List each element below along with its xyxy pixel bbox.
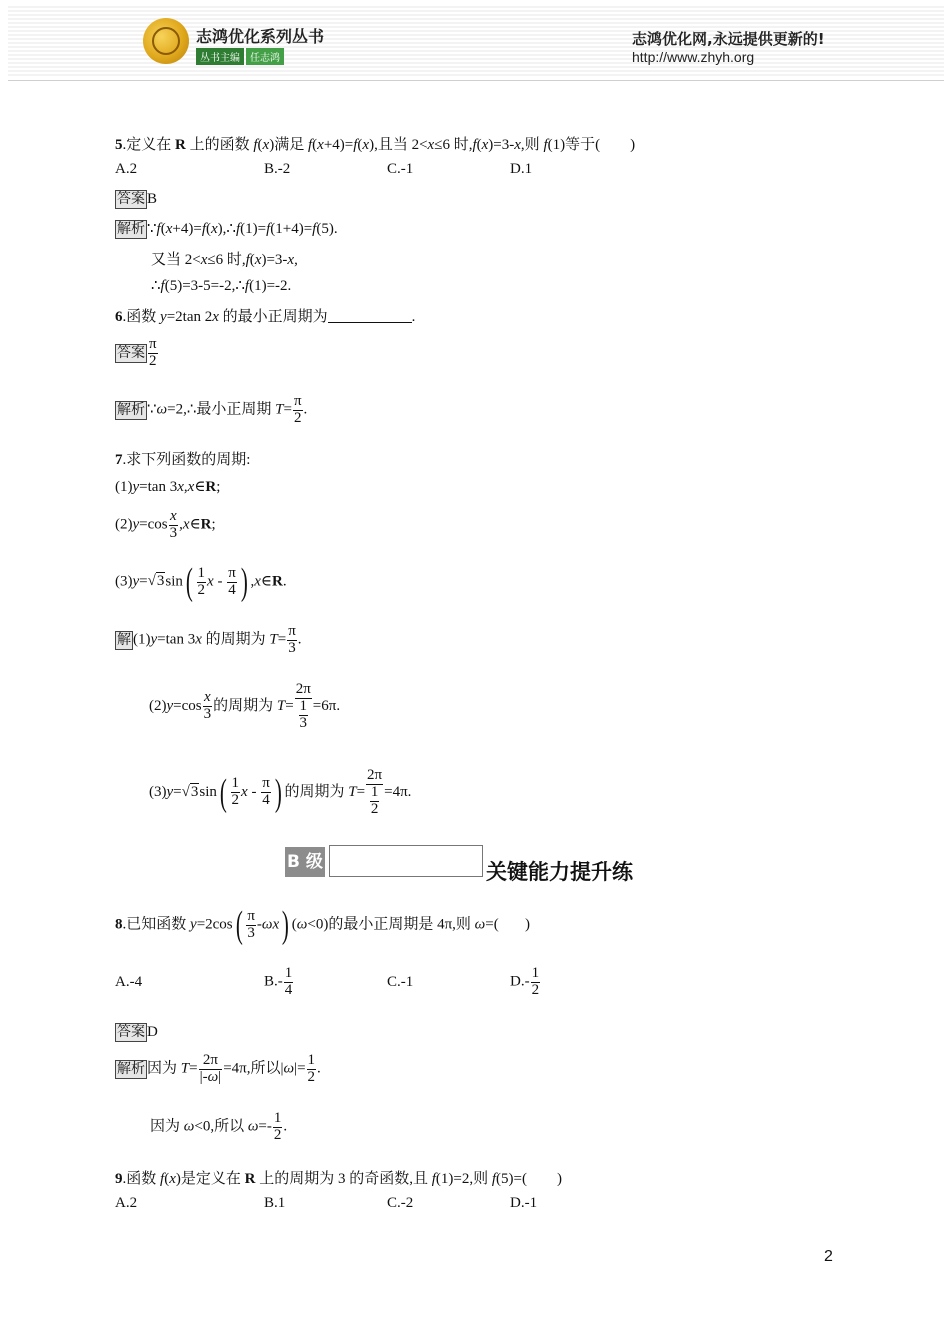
q5-stem: 5.定义在 R 上的函数 f(x)满足 f(x+4)=f(x),且当 2<x≤6 时,f(x)=3-x,则 f(1)等于( ) [115,137,636,153]
analysis-label: 解析 [117,401,145,418]
section-box [329,845,483,877]
q8-analysis-line1: 解析 因为 T= $\frac{2\pi}{|-\omega|}$ =4π,所以|ω|= $\frac{1}{2}$ . [117,1052,321,1085]
publisher-logo-icon [143,18,189,64]
series-title: 志鸿优化系列丛书 [196,27,325,46]
q6-stem: 6.函数 y=2tan 2x 的最小正周期为 . [115,309,416,325]
q9-option-d: D.-1 [510,1195,538,1211]
answer-label: 答案 [117,344,145,361]
header-slogan: 志鸿优化网,永远提供更新的! [632,30,825,48]
section-badge: B 级 [285,847,325,877]
q5-answer: 答案 B [117,191,158,207]
q9-option-c: C.-2 [387,1195,414,1211]
q5-analysis-line3: ∴f(5)=3-5=-2,∴f(1)=-2. [151,278,292,294]
q5-analysis-line1: 解析 ∵f(x+4)=f(x),∴f(1)=f(1+4)=f(5). [117,221,338,237]
q7-part1: (1)y=tan 3x,x∈R; [115,479,221,495]
q5-option-b: B.-2 [264,161,291,177]
q7-solution-2: (2)y=cos $\frac{x}{3}$ 的周期为 T= $\frac{2\pi}{\frac{1}{3}}$ =6π. [149,681,341,731]
editor-name-tag: 任志鸿 [246,48,284,65]
q9-stem: 9.函数 f(x)是定义在 R 上的周期为 3 的奇函数,且 f(1)=2,则 f(5)=( ) [115,1171,562,1187]
q8-stem: 8.已知函数 y=2cos( $\frac{\pi}{3}$ -ωx) (ω<0)的最小正周期是 4π,则 ω=( ) [115,904,530,946]
q6-analysis: 解析 ∵ω=2,∴最小正周期 T= $\frac{\pi}{2}$ . [117,393,308,426]
q9-option-a: A.2 [115,1195,138,1211]
q7-part3: (3)y=√3sin( $\frac{1}{2}$ x - $\frac{\pi}{4}$ ) ,x∈R. [115,561,287,603]
answer-label: 答案 [117,191,145,207]
analysis-label: 解析 [117,1060,145,1077]
analysis-label: 解析 [117,221,145,237]
header-divider [8,80,944,81]
answer-label: 答案 [117,1024,145,1040]
header-url[interactable]: http://www.zhyh.org [632,49,755,65]
q7-stem: 7.求下列函数的周期: [115,452,251,468]
q8-answer: 答案 D [117,1024,158,1040]
q9-option-b: B.1 [264,1195,286,1211]
q8-option-c: C.-1 [387,974,414,990]
q7-solution-3: (3)y=√3sin( $\frac{1}{2}$ x - $\frac{\pi}{4}$ ) 的周期为 T= $\frac{2\pi}{\frac{1}{2}}$ =4π. [149,767,412,817]
solution-label: 解 [117,631,131,648]
q7-part2: (2)y=cos $\frac{x}{3}$ ,x∈R; [115,508,216,541]
q7-solution-1: 解 (1)y=tan 3x 的周期为 T= $\frac{\pi}{3}$ . [117,623,302,656]
page-number: 2 [824,1248,833,1265]
q8-option-b: B.- $\frac{1}{4}$ [264,965,293,998]
q5-option-a: A.2 [115,161,138,177]
editor-tag: 丛书主编 [196,48,244,65]
q5-option-d: D.1 [510,161,533,177]
section-title: 关键能力提升练 [486,860,633,884]
q5-analysis-line2: 又当 2<x≤6 时,f(x)=3-x, [151,252,298,268]
q8-option-a: A.-4 [115,974,143,990]
q5-option-c: C.-1 [387,161,414,177]
q8-option-d: D.- $\frac{1}{2}$ [510,965,540,998]
q6-answer: 答案 $\frac{\pi}{2}$ [117,336,157,369]
q8-analysis-line2: 因为 ω<0,所以 ω=- $\frac{1}{2}$ . [150,1110,288,1143]
